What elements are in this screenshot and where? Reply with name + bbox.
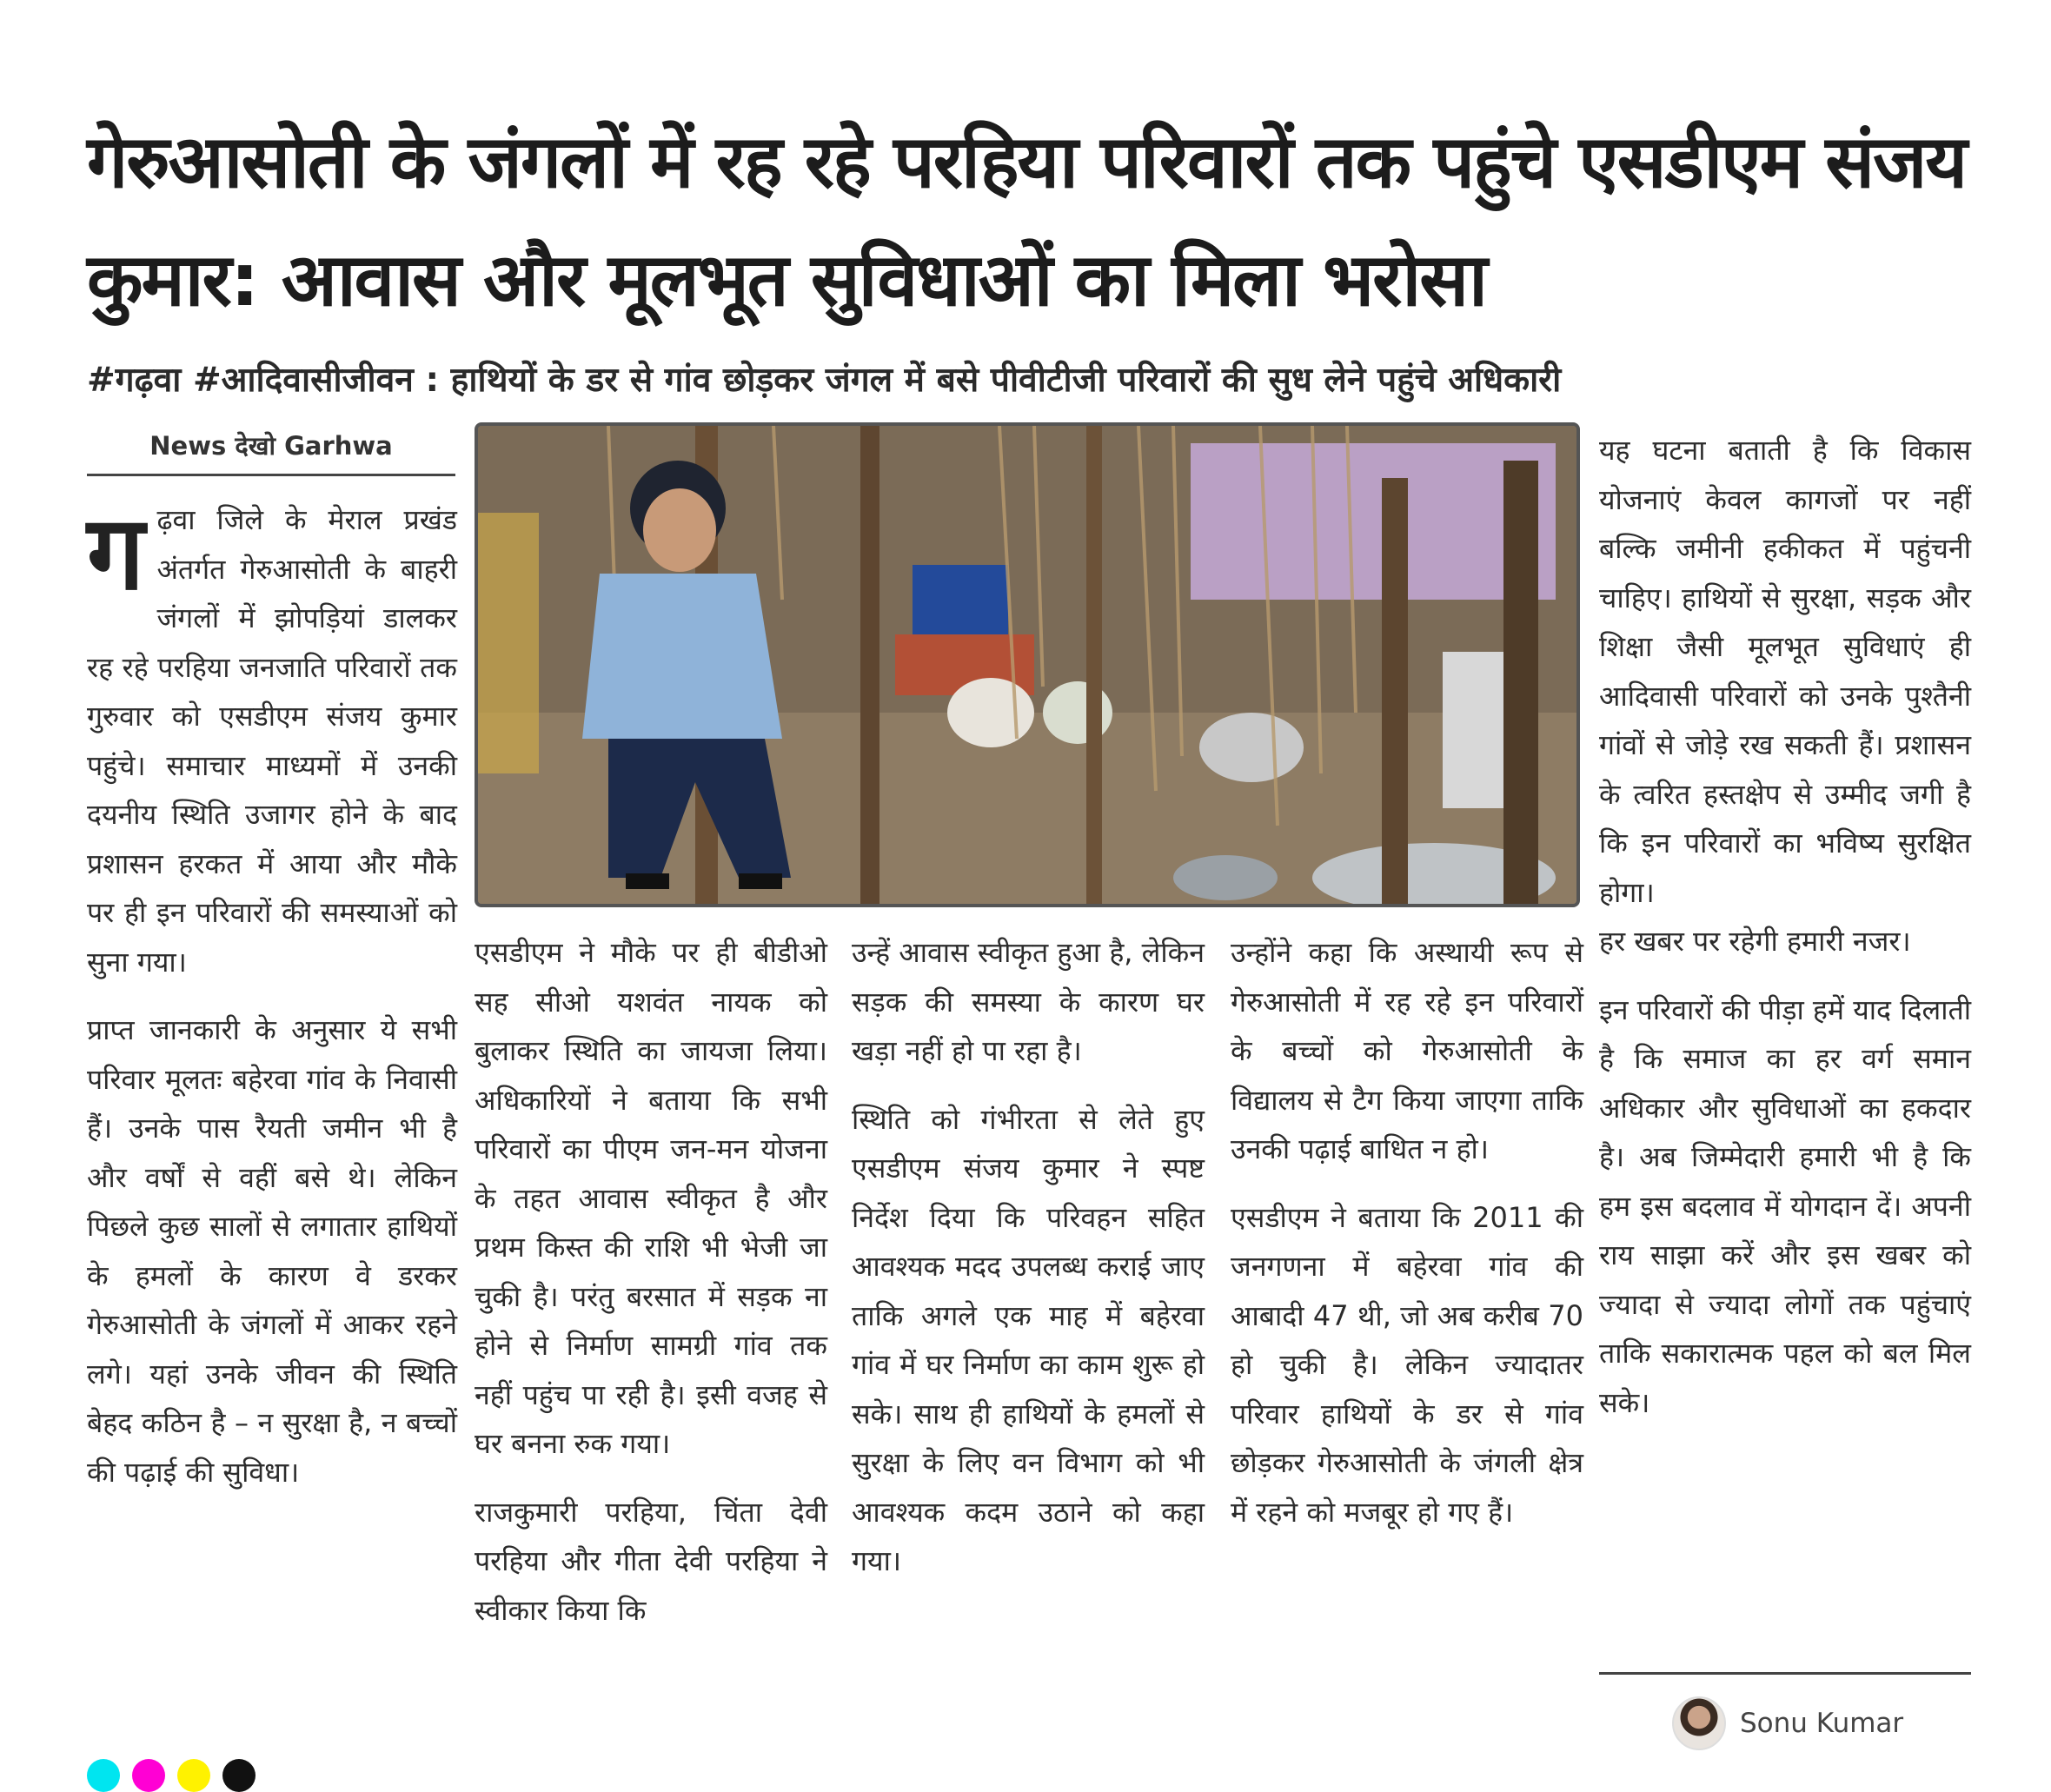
paragraph: इन परिवारों की पीड़ा हमें याद दिलाती है कि समाज का हर वर्ग समान अधिकार और सुविधाओं का हकदार है। अब जिम्मेदारी हमारी भी है कि हम इस बदलाव में योगदान दें। अपनी राय साझा करें और इस खबर को ज्यादा से ज्यादा लोगों तक पहुंचाएं ताकि सकारात्मक पहल को बल मिल सके। [1599,992,1972,1419]
paragraph: उन्होंने कहा कि अस्थायी रूप से गेरुआसोती में रह रहे इन परिवारों के बच्चों को गेरुआसोती के विद्यालय से टैग किया जाएगा ताकि उनकी पढ़ाई बाधित न हो। [1231,936,1583,1165]
subheadline: #गढ़वा #आदिवासीजीवन : हाथियों के डर से गांव छोड़कर जंगल में बसे पीवीटीजी परिवारों की सुध लेने पहुंचे अधिकारी [87,361,1562,400]
paragraph [87,495,457,986]
print-registration-marks [87,1759,256,1792]
paragraph: उन्हें आवास स्वीकृत हुआ है, लेकिन सड़क की समस्या के कारण घर खड़ा नहीं हो पा रहा है। [852,936,1205,1067]
article-column-3 [852,928,1205,1586]
article-column-2 [475,928,827,1635]
photo-illustration [478,426,1576,904]
paragraph-text: यह घटना बताती है कि विकास योजनाएं केवल कागजों पर नहीं बल्कि जमीनी हकीकत में पहुंचनी चाहिए। हाथियों से सुरक्षा, सड़क और शिक्षा जैसी मूलभूत सुविधाएं ही आदिवासी परिवारों को उनके पुश्तैनी गांवों से जोड़े रख सकती हैं। प्रशासन के त्वरित हस्तक्षेप से उम्मीद जगी है कि इन परिवारों का भविष्य सुरक्षित होगा। [1599,434,1971,909]
byline: News देखो Garhwa [87,428,455,476]
paragraph: स्थिति को गंभीरता से लेते हुए एसडीएम संजय कुमार ने स्पष्ट निर्देश दिया कि परिवहन सहित आवश्यक मदद उपलब्ध कराई जाए ताकि अगले एक माह में बहेरवा गांव में घर निर्माण का काम शुरू हो सके। साथ ही हाथियों के हमलों से सुरक्षा के लिए वन विभाग को भी आवश्यक कदम उठाने को कहा गया। [852,1102,1205,1577]
registration-dot-black [222,1759,256,1792]
paragraph: एसडीएम ने बताया कि 2011 की जनगणना में बहेरवा गांव की आबादी 47 थी, जो अब करीब 70 हो चुकी है। लेकिन ज्यादातर परिवार हाथियों के डर से गांव छोड़कर गेरुआसोती के जंगली क्षेत्र में रहने को मजबूर हो गए हैं। [1231,1200,1583,1529]
registration-dot-magenta [132,1759,165,1792]
avatar [1672,1696,1726,1750]
article-column-4 [1231,928,1583,1536]
drop-cap: ग [87,493,145,613]
paragraph: प्राप्त जानकारी के अनुसार ये सभी परिवार मूलतः बहेरवा गांव के निवासी हैं। उनके पास रैयती जमीन भी है और वर्षों से वहीं बसे थे। लेकिन पिछले कुछ सालों से लगातार हाथियों के हमलों के कारण वे डरकर गेरुआसोती के जंगलों में आकर रहने लगे। यहां उनके जीवन की स्थिति बेहद कठिन है – न सुरक्षा है, न बच्चों की पढ़ाई की सुविधा। [87,1013,457,1489]
article-column-5 [1599,426,1971,1427]
article-photo [475,422,1580,907]
paragraph: हर खबर पर रहेगी हमारी नजर। [1599,925,1911,958]
paragraph: एसडीएम ने मौके पर ही बीडीओ सह सीओ यशवंत नायक को बुलाकर स्थिति का जायजा लिया। अधिकारियों ने बताया कि सभी परिवारों का पीएम जन-मन योजना के तहत आवास स्वीकृत है और प्रथम किस्त की राशि भी भेजी जा चुकी है। परंतु बरसात में सड़क ना होने से निर्माण सामग्री गांव तक नहीं पहुंच पा रही है। इसी वजह से घर बनना रुक गया। [475,936,827,1460]
registration-dot-cyan [87,1759,120,1792]
author-credit [1672,1695,1903,1752]
author-divider [1599,1672,1971,1675]
registration-dot-yellow [177,1759,210,1792]
paragraph-text: ढ़वा जिले के मेराल प्रखंड अंतर्गत गेरुआसोती के बाहरी जंगलों में झोपड़ियां डालकर रह रहे परहिया जनजाति परिवारों तक गुरुवार को एसडीएम संजय कुमार पहुंचे। समाचार माध्यमों में उनकी दयनीय स्थिति उजागर होने के बाद प्रशासन हरकत में आया और मौके पर ही इन परिवारों की समस्याओं को सुना गया। [87,503,457,979]
author-name: Sonu Kumar [1740,1708,1904,1739]
headline: गेरुआसोती के जंगलों में रह रहे परहिया परिवारों तक पहुंचे एसडीएम संजय कुमार: आवास और मूलभूत सुविधाओं का मिला भरोसा [87,119,1967,322]
article-column-1 [87,495,457,1497]
paragraph: राजकुमारी परहिया, चिंता देवी परहिया और गीता देवी परहिया ने स्वीकार किया कि [475,1495,827,1627]
paragraph [1599,426,1971,917]
